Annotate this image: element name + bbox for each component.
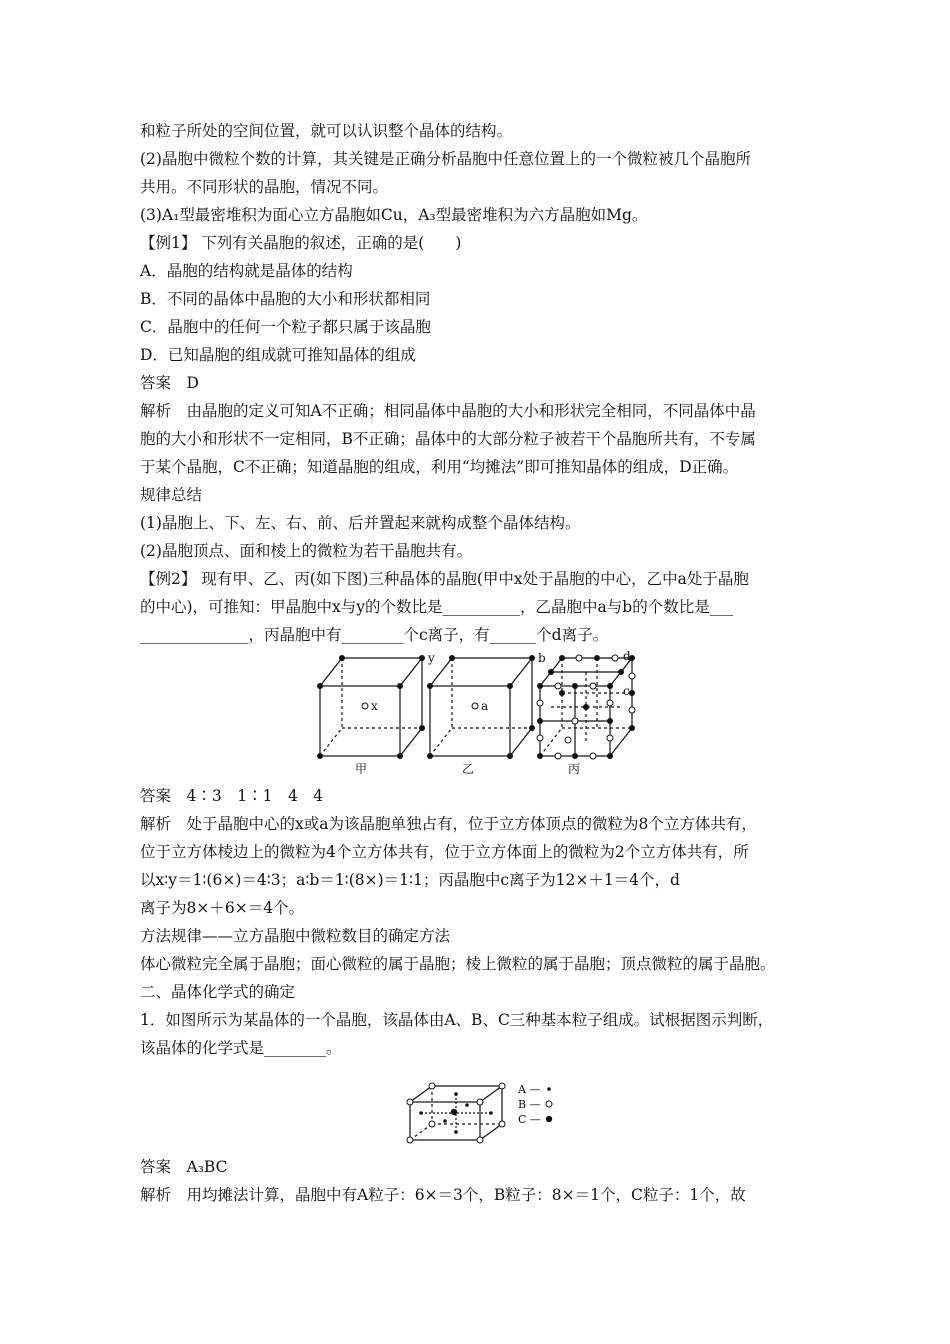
unit-cells-figure (310, 648, 640, 776)
option-a: A．晶胞的结构就是晶体的结构 (140, 262, 353, 280)
caption-yi: 乙 (462, 762, 475, 776)
caption-jia: 甲 (355, 762, 368, 776)
label-x: x (371, 699, 378, 713)
question-1-line: 1．如图所示为某晶体的一个晶胞，该晶体由A、B、C三种基本粒子组成。试根据图示判断， (140, 1011, 774, 1029)
example-2-line: 的中心)，可推知：甲晶胞中x与y的个数比是__________，乙晶胞中a与b的个数比是___ (140, 598, 733, 616)
text-line: (2)晶胞中微粒个数的计算，其关键是正确分析晶胞中任意位置上的一个微粒被几个晶胞所 (140, 150, 751, 168)
label-a: a (481, 699, 489, 713)
rule-summary-line: (1)晶胞上、下、左、右、前、后并置起来就构成整个晶体结构。 (140, 514, 581, 532)
option-d: D．已知晶胞的组成就可推知晶体的组成 (140, 346, 416, 364)
abc-unit-cell-figure (400, 1080, 560, 1146)
label-y: y (428, 651, 435, 665)
analysis-3-line: 解析 用均摊法计算，晶胞中有A粒子：6×＝3个，B粒子：8×＝1个，C粒子：1个，故 (140, 1186, 746, 1204)
label-c: c (623, 684, 630, 698)
analysis-2-line: 位于立方体棱边上的微粒为4个立方体共有，位于立方体面上的微粒为2个立方体共有，所 (140, 843, 749, 861)
text-line: 和粒子所处的空间位置，就可以认识整个晶体的结构。 (140, 122, 513, 140)
example-2-heading: 【例2】 现有甲、乙、丙(如下图)三种晶体的晶胞(甲中x处于晶胞的中心，乙中a处于晶胞 (140, 570, 749, 588)
answer-3: 答案 A₃BC (140, 1158, 228, 1176)
analysis-1-line: 于某个晶胞，C不正确；知道晶胞的组成，利用“均摊法”即可推知晶体的组成，D正确。 (140, 458, 739, 476)
section-heading: 二、晶体化学式的确定 (140, 983, 296, 1001)
text-line: 共用。不同形状的晶胞，情况不同。 (140, 178, 389, 196)
answer-1: 答案 D (140, 374, 199, 392)
analysis-2-line: 离子为8×＋6×＝4个。 (140, 899, 305, 917)
rule-summary-line: (2)晶胞顶点、面和棱上的微粒为若干晶胞共有。 (140, 542, 472, 560)
legend-b: B — (518, 1098, 541, 1111)
question-1-line: 该晶体的化学式是________。 (140, 1039, 342, 1057)
option-c: C．晶胞中的任何一个粒子都只属于该晶胞 (140, 318, 431, 336)
answer-2: 答案 4∶3 1∶1 4 4 (140, 787, 324, 805)
example-1-heading: 【例1】 下列有关晶胞的叙述，正确的是( ) (140, 234, 462, 252)
analysis-2-line: 解析 处于晶胞中心的x或a为该晶胞单独占有，位于立方体顶点的微粒为8个立方体共有， (140, 815, 757, 833)
caption-bing: 丙 (568, 762, 581, 776)
example-2-line: ______________，丙晶胞中有________个c离子，有______个d离子。 (140, 626, 609, 644)
method-line: 体心微粒完全属于晶胞；面心微粒的属于晶胞；棱上微粒的属于晶胞；顶点微粒的属于晶胞。 (140, 955, 776, 973)
legend-c: C — (518, 1113, 541, 1126)
analysis-1-line: 胞的大小和形状不一定相同，B不正确；晶体中的大部分粒子被若干个晶胞所共有，不专属 (140, 430, 756, 448)
option-b: B．不同的晶体中晶胞的大小和形状都相同 (140, 290, 431, 308)
method-heading: 方法规律——立方晶胞中微粒数目的确定方法 (140, 927, 451, 945)
rule-summary-heading: 规律总结 (140, 486, 203, 504)
text-line: (3)A₁型最密堆积为面心立方晶胞如Cu，A₃型最密堆积为六方晶胞如Mg。 (140, 206, 648, 224)
legend-a: A — (518, 1083, 541, 1096)
label-d: d (623, 649, 631, 663)
analysis-1-line: 解析 由晶胞的定义可知A不正确；相同晶体中晶胞的大小和形状完全相同，不同晶体中晶 (140, 402, 756, 420)
label-b: b (538, 651, 546, 665)
analysis-2-line: 以x∶y＝1∶(6×)＝4∶3；a∶b＝1∶(8×)＝1∶1；丙晶胞中c离子为12×＋1＝4个，d (140, 871, 680, 889)
